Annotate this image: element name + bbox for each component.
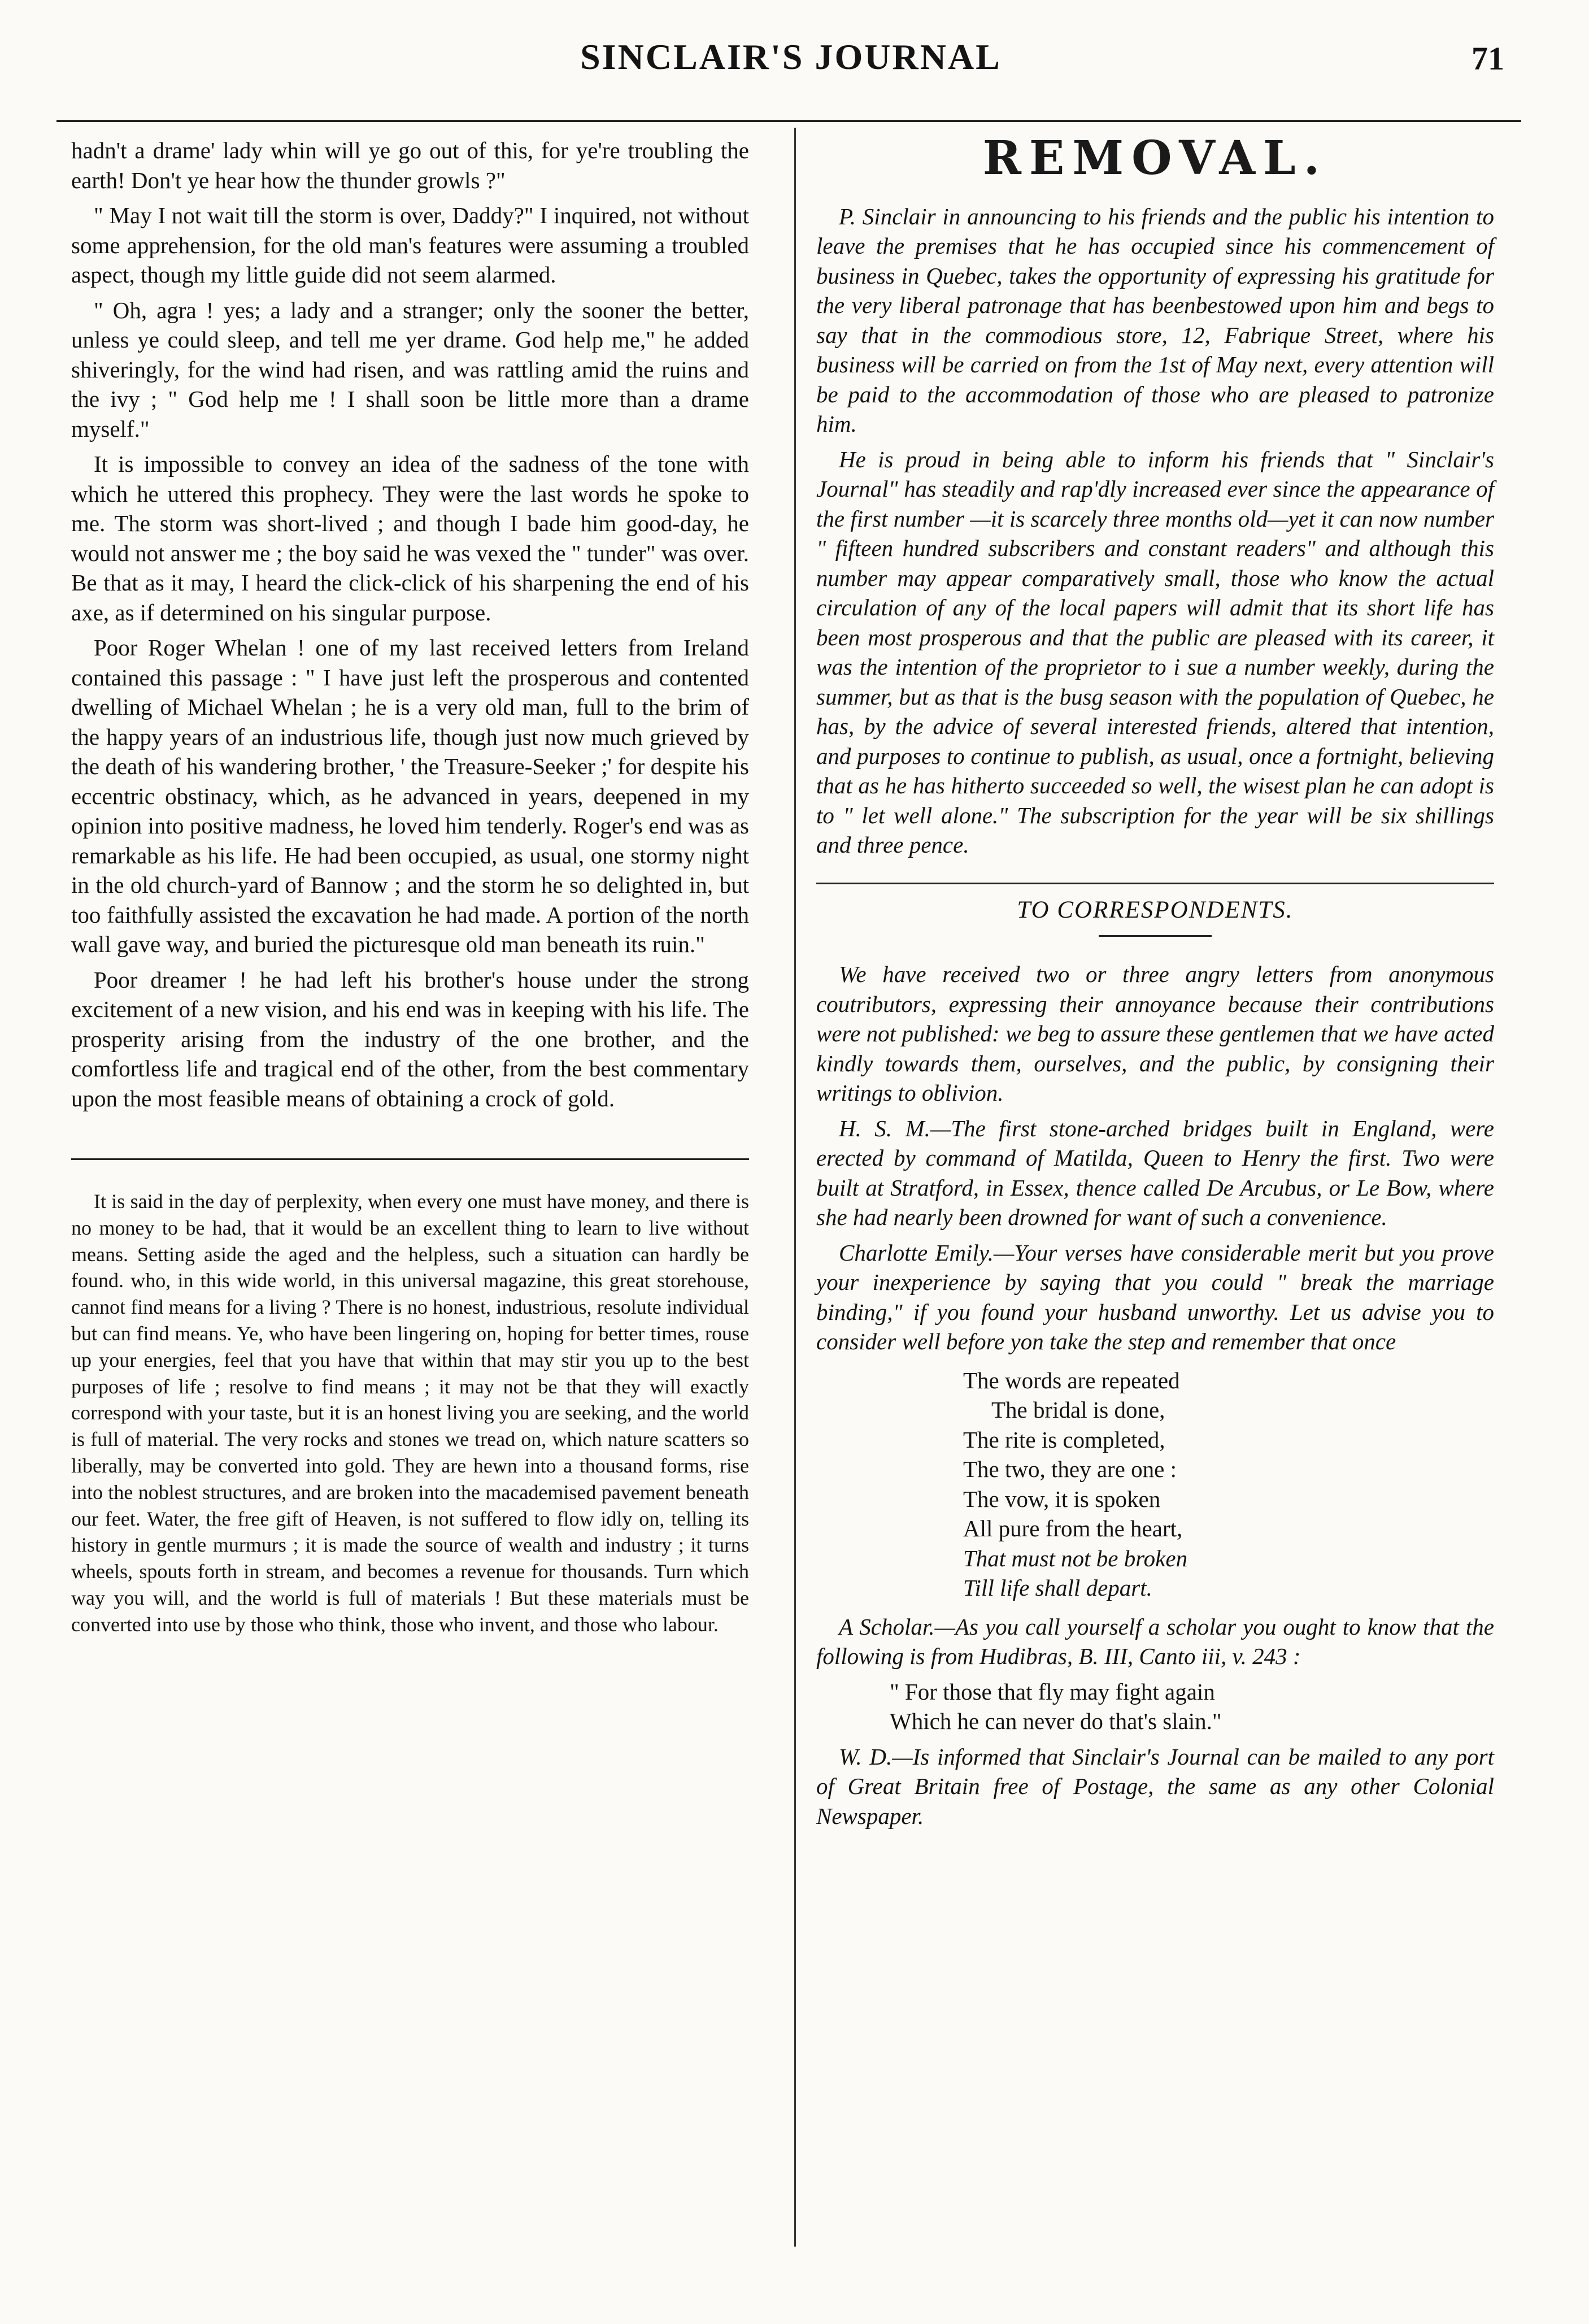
poem xyxy=(963,1366,1494,1603)
page-header xyxy=(0,27,1589,89)
poem-line: All pure from the heart, xyxy=(963,1515,1183,1541)
correspondent-wd: W. D.—Is informed that Sinclair's Journal can be mailed to any port of Great Britain free of Postage, the same as any other Colonial Newspaper. xyxy=(816,1743,1494,1829)
poem-line: Till life shall depart. xyxy=(963,1575,1152,1601)
poem-line: The two, they are one : xyxy=(963,1456,1177,1482)
column-divider xyxy=(794,128,796,2247)
correspondents-paragraph: We have received two or three angry letters from anonymous coutributors, expressing their annoyance because their contributions were not published: we beg to assure these gentlemen that we have acted kindly towards them, ourselves, and the public, by consigning their writings to oblivion. xyxy=(816,961,1494,1106)
removal-paragraph: P. Sinclair in announcing to his friends and the public his intention to leave the premises that he has occupied since his commencement of business in Quebec, takes the opportunity of expressing his gratitude for the very liberal patronage that has beenbestowed upon him and begs to say that in the commodious store, 12, Fabrique Street, where his business will be carried on from the 1st of May next, every attention will be paid to the accommodation of those who are pleased to patronize him. xyxy=(816,203,1494,437)
story-paragraph: " Oh, agra ! yes; a lady and a stranger; only the sooner the better, unless ye could sleep, and tell me yer drame. God help me," he added shiveringly, for the wind had risen, and was rattling amid the ruins and the ivy ; " God help me ! I shall soon be little more than a drame myself." xyxy=(71,297,749,442)
essay-paragraph: It is said in the day of perplexity, when every one must have money, and there is no money to be had, that it would be an excellent thing to learn to live without means. Setting aside the aged and the helpless, such a situation can hardly be found. who, in this wide world, in this universal magazine, this great storehouse, cannot find means for a living ? There is no honest, industrious, resolute individual but can find means. Ye, who have been lingering on, hoping for better times, rouse up your energies, feel that you have that within that may stir you up to the best purposes of life ; resolve to find means ; it may not be that they will exactly correspond with your taste, but it is an honest living you are seeking, and the world is full of material. The very rocks and stones we tread on, which nature scatters so liberally, may be converted into gold. They are hewn into a thousand forms, rise into the noblest structures, and are broken into the macademised pavement beneath our feet. Water, the free gift of Heaven, is not suffered to flow idly on, telling its history in gentle murmurs ; it is made the source of wealth and industry ; it turns wheels, spouts forth in stream, and becomes a revenue for thousands. Turn which way you will, and the world is full of materials ! But these materials must be converted into use by those who think, those who invent, and those who labour. xyxy=(71,1190,749,1636)
page-number: 71 xyxy=(1472,40,1504,77)
removal-paragraph: He is proud in being able to inform his friends that " Sinclair's Journal" has steadily and rap'dly increased ever since the appearance of the first number —it is scarcely three months old—yet it can now number " fifteen hundred subscribers and constant readers" and although this number may appear comparatively small, those who know the actual circulation of any of the local papers will admit that its short life has been most prosperous and that the public are pleased with its career, it was the intention of the proprietor to i sue a number weekly, during the summer, but as that is the busg season with the population of Quebec, he has, by the advice of several interested friends, altered that intention, and purposes to continue to publish, as usual, once a fortnight, believing that as he has hitherto succeeded so well, the wisest plan he can adopt is to " let well alone." The subscription for the year will be six shillings and three pence. xyxy=(816,446,1494,858)
right-column xyxy=(816,131,1494,1836)
removal-heading: REMOVAL. xyxy=(982,131,1328,185)
left-column xyxy=(71,136,749,1644)
story-paragraph: " May I not wait till the storm is over, Daddy?" I inquired, not without some apprehension, for the old man's features were assuming a troubled aspect, though my little guide did not seem alarmed. xyxy=(71,202,749,288)
section-rule xyxy=(816,883,1494,884)
poem-line: The bridal is done, xyxy=(991,1397,1165,1423)
short-rule xyxy=(1099,935,1212,937)
correspondent-scholar: A Scholar.—As you call yourself a scholar you ought to know that the following is from Hudibras, B. III, Canto iii, v. 243 : xyxy=(816,1613,1494,1669)
story-paragraph: Poor dreamer ! he had left his brother's house under the strong excitement of a new vision, and his end was in keeping with his life. The prosperity arising from the industry of the one brother, and the comfortless life and tragical end of the other, from the best commentary upon the most feasible means of obtaining a crock of gold. xyxy=(71,966,749,1111)
correspondents-heading: TO CORRESPONDENTS. xyxy=(1017,896,1294,923)
poem-line: The words are repeated xyxy=(963,1367,1180,1393)
hudibras-quote xyxy=(890,1677,1494,1736)
correspondent-charlotte: Charlotte Emily.—Your verses have considerable merit but you prove your inexperience by saying that you could " break the marriage binding," if you found your husband unworthy. Let us advise you to consider well before yon take the step and remember that once xyxy=(816,1239,1494,1354)
journal-title: SINCLAIR'S JOURNAL xyxy=(580,37,1002,77)
quote-line: " For those that fly may fight again xyxy=(890,1678,1215,1705)
poem-line: The vow, it is spoken xyxy=(963,1485,1161,1512)
poem-line: That must not be broken xyxy=(963,1545,1188,1571)
correspondent-hsm: H. S. M.—The first stone-arched bridges built in England, were erected by command of Matilda, Queen to Henry the first. Two were built at Stratford, in Essex, thence called De Arcubus, or Le Bow, where she had nearly been drowned for want of such a convenience. xyxy=(816,1115,1494,1230)
poem-line: The rite is completed, xyxy=(963,1426,1165,1453)
section-rule xyxy=(71,1158,749,1160)
story-paragraph: hadn't a drame' lady whin will ye go out of this, for ye're troubling the earth! Don't ye hear how the thunder growls ?" xyxy=(71,137,749,193)
story-paragraph: It is impossible to convey an idea of the sadness of the tone with which he uttered this prophecy. They were the last words he spoke to me. The storm was short-lived ; and though I bade him good-day, he would not answer me ; the boy said he was vexed the " tunder" was over. Be that as it may, I heard the click-click of his sharpening the end of his axe, as if determined on his singular purpose. xyxy=(71,451,749,625)
header-rule xyxy=(56,120,1521,122)
quote-line: Which he can never do that's slain." xyxy=(890,1708,1222,1734)
story-paragraph: Poor Roger Whelan ! one of my last received letters from Ireland contained this passage : " I have just left the prosperous and contented dwelling of Michael Whelan ; he is a very old man, full to the brim of the happy years of an industrious life, though just now much grieved by the death of his wandering brother, ' the Treasure-Seeker ;' for despite his eccentric obstinacy, which, as he advanced in years, deepened in my opinion into positive madness, he loved him tenderly. Roger's end was as remarkable as his life. He had been occupied, as usual, one stormy night in the old church-yard of Bannow ; and the storm he so delighted in, but too faithfully assisted the excavation he had made. A portion of the north wall gave way, and buried the picturesque old man beneath its ruin." xyxy=(71,635,749,957)
